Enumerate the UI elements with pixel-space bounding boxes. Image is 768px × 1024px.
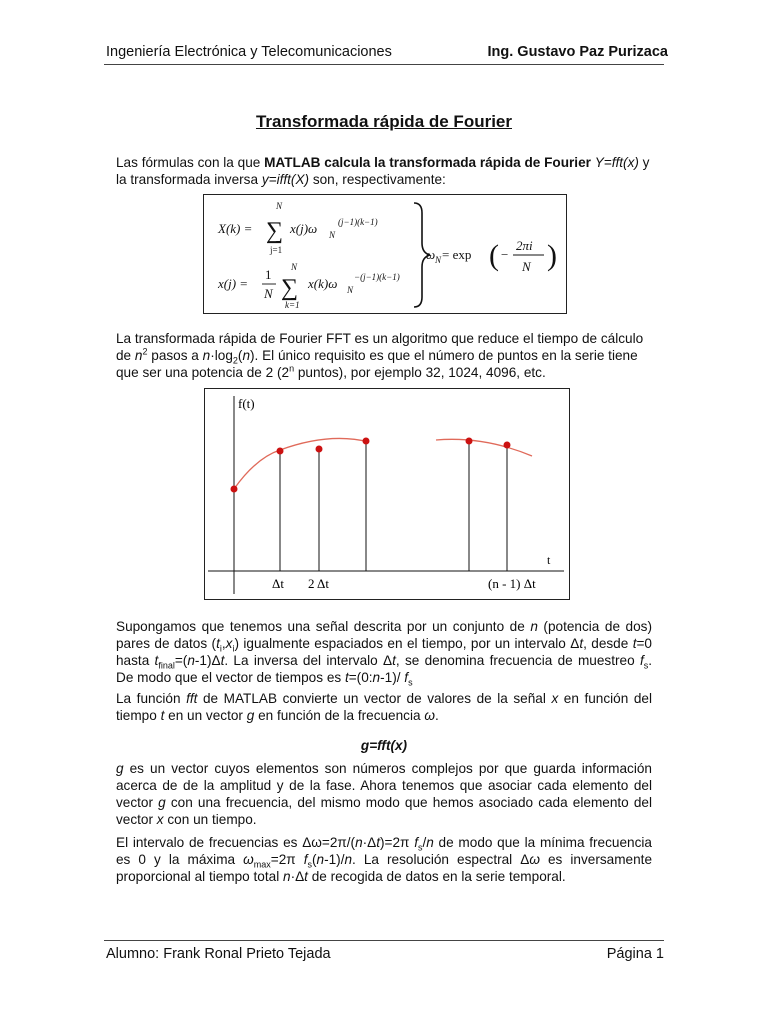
footer-student: Alumno: Frank Ronal Prieto Tejada (106, 946, 331, 962)
eq2-body: x(k)ω (308, 276, 338, 291)
complex-vector-paragraph: g es un vector cuyos elementos son números complejos por que guarda información acerca de de la amplitud y de la fase. Ahora tenemos que asociar cada elemento del vector g con una frecuencia, del mismo modo que hemos asociado cada elemento del vector x con un tiempo. (116, 761, 652, 827)
close-paren: ) (547, 239, 557, 272)
header-course: Ingeniería Electrónica y Telecomunicaciones (106, 44, 392, 60)
eq1-lower-limit: j=1 (270, 245, 283, 255)
omega-lhs: ω (426, 247, 436, 262)
sampling-figure (204, 388, 570, 600)
sample-point-3 (363, 438, 370, 445)
page-title: Transformada rápida de Fourier (255, 112, 512, 131)
eq1-lhs: X(k) = (218, 221, 253, 236)
sample-point-4 (466, 438, 473, 445)
fft-formula: g=fft(x) (360, 738, 408, 753)
eq2-exponent: −(j−1)(k−1) (354, 272, 400, 282)
eq2-fraction-num: 1 (265, 267, 272, 282)
header-rule (104, 64, 664, 65)
eq1-sum-symbol: ∑ (266, 218, 284, 244)
eq2-fraction-den: N (264, 286, 273, 301)
eq2-lower-limit: k=1 (285, 300, 300, 310)
eq2-omega-sub: N (347, 285, 354, 295)
omega-sub: N (435, 255, 442, 265)
omega-fraction-num: 2πi (516, 238, 533, 253)
fft-paragraph: La transformada rápida de Fourier FFT es un algoritmo que reduce el tiempo de cálculo de $n^2$ pasos a $n\cdot\log_2(n)$. El único requisito es que el número de puntos en la serie tiene que ser una potencia de 2 (2$^n$ puntos), por ejemplo 32, 1024, 4096, etc. (116, 331, 644, 380)
eq1-body: x(j)ω (290, 221, 318, 236)
open-paren: ( (489, 239, 499, 272)
header-author: Ing. Gustavo Paz Purizaca (487, 44, 668, 60)
sample-point-0 (231, 486, 238, 493)
footer-rule (104, 940, 664, 941)
x-axis-label: t (547, 553, 551, 567)
page-number: Página 1 (606, 946, 664, 962)
eq1-upper-limit: N (276, 201, 283, 211)
fft-equations (203, 194, 567, 314)
sample-point-1 (277, 448, 284, 455)
tick-label-dt: Δt (272, 576, 284, 591)
frequency-paragraph: El intervalo de frecuencias es Δω=2π/(n·Δt)=2π $f_s/n$ de modo que la mínima frecuencia es 0 y la máxima $\omega_{max}=2\pi$ $f_s(n-1)/n$. La resolución espectral Δω es inversamente proporcional al tiempo total n·Δt de recogida de datos en la serie temporal. (116, 835, 653, 884)
sampling-paragraph: Supongamos que tenemos una señal descrita por un conjunto de n (potencia de dos) pares de datos $(t_i,x_i)$ igualmente espaciados en el tiempo, por un intervalo Δt, desde t=0 hasta $t_{final}=(n-1)\Delta t$. La inversa del intervalo Δt, se denomina frecuencia de muestreo $f_s$. De modo que el vector de tiempos es t=(0:n-1)/ $f_s$ (116, 619, 652, 688)
eq1-exponent: (j−1)(k−1) (338, 217, 378, 227)
tick-label-2dt: 2 Δt (308, 576, 330, 591)
equations-svg (204, 195, 566, 313)
eq2-lhs: x(j) = (218, 276, 249, 291)
eq2-upper-limit: N (291, 262, 298, 272)
sample-point-5 (504, 442, 511, 449)
eq1-omega-sub: N (329, 230, 336, 240)
omega-minus: − (501, 247, 509, 262)
intro-paragraph: Las fórmulas con la que MATLAB calcula la transformada rápida de Fourier Y=fft(x) y la transformada inversa y=ifft(X) son, respectivamente: (116, 155, 650, 187)
fft-function-paragraph: La función fft de MATLAB convierte un vector de valores de la señal x en función del tiempo t en un vector g en función de la frecuencia ω. (116, 691, 652, 723)
y-axis-label: f(t) (238, 396, 255, 411)
sample-point-2 (316, 446, 323, 453)
tick-label-n1dt: (n - 1) Δt (488, 576, 536, 591)
omega-fraction-den: N (522, 259, 531, 274)
omega-equals-exp: = exp (442, 247, 472, 262)
eq2-sum-symbol: ∑ (281, 275, 299, 301)
